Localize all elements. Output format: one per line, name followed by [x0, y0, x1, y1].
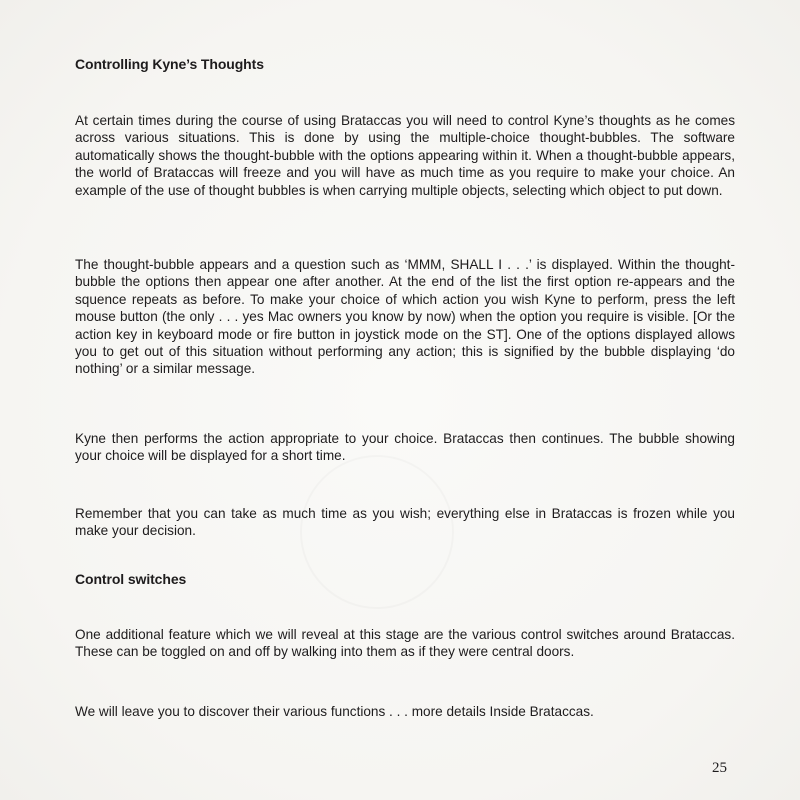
section-heading-control-switches: Control switches	[75, 571, 187, 587]
paragraph-kyne-action: Kyne then performs the action appropriate to your choice. Brataccas then continues. The bubble showing your choice will be displayed for a short time.	[75, 431, 735, 464]
paragraph-discover: We will leave you to discover their various functions . . . more details Inside Brataccas.	[75, 704, 594, 719]
paragraph-time: Remember that you can take as much time as you wish; everything else in Brataccas is frozen while you make your decision.	[75, 506, 735, 539]
paragraph-thoughts-intro: At certain times during the course of using Brataccas you will need to control Kyne’s thoughts as he comes across various situations. This is done by using the multiple-choice thought-bubbles. The software automatically shows the thought-bubble with the options appearing within it. When a thought-bubble appears, the world of Brataccas will freeze and you will have as much time as you require to make your choice. An example of the use of thought bubbles is when carrying multiple objects, selecting which object to put down.	[75, 113, 735, 198]
section-heading-thoughts: Controlling Kyne’s Thoughts	[75, 56, 264, 72]
paragraph-thought-bubble: The thought-bubble appears and a question such as ‘MMM, SHALL I . . .’ is displayed. Within the thought-bubble the options then appear one after another. At the end of the list the first option re-appears and the squence repeats as before. To make your choice of which action you wish Kyne to perform, press the left mouse button (the only . . . yes Mac owners you know by now) when the option you require is visible. [Or the action key in keyboard mode or fire button in joystick mode on the ST]. One of the options displayed allows you to get out of this situation without performing any action; this is signified by the bubble displaying ‘do nothing’ or a similar message.	[75, 257, 735, 377]
page-number: 25	[712, 760, 727, 776]
paragraph-control-switches: One additional feature which we will reveal at this stage are the various control switches around Brataccas. These can be toggled on and off by walking into them as if they were central doors.	[75, 627, 735, 660]
